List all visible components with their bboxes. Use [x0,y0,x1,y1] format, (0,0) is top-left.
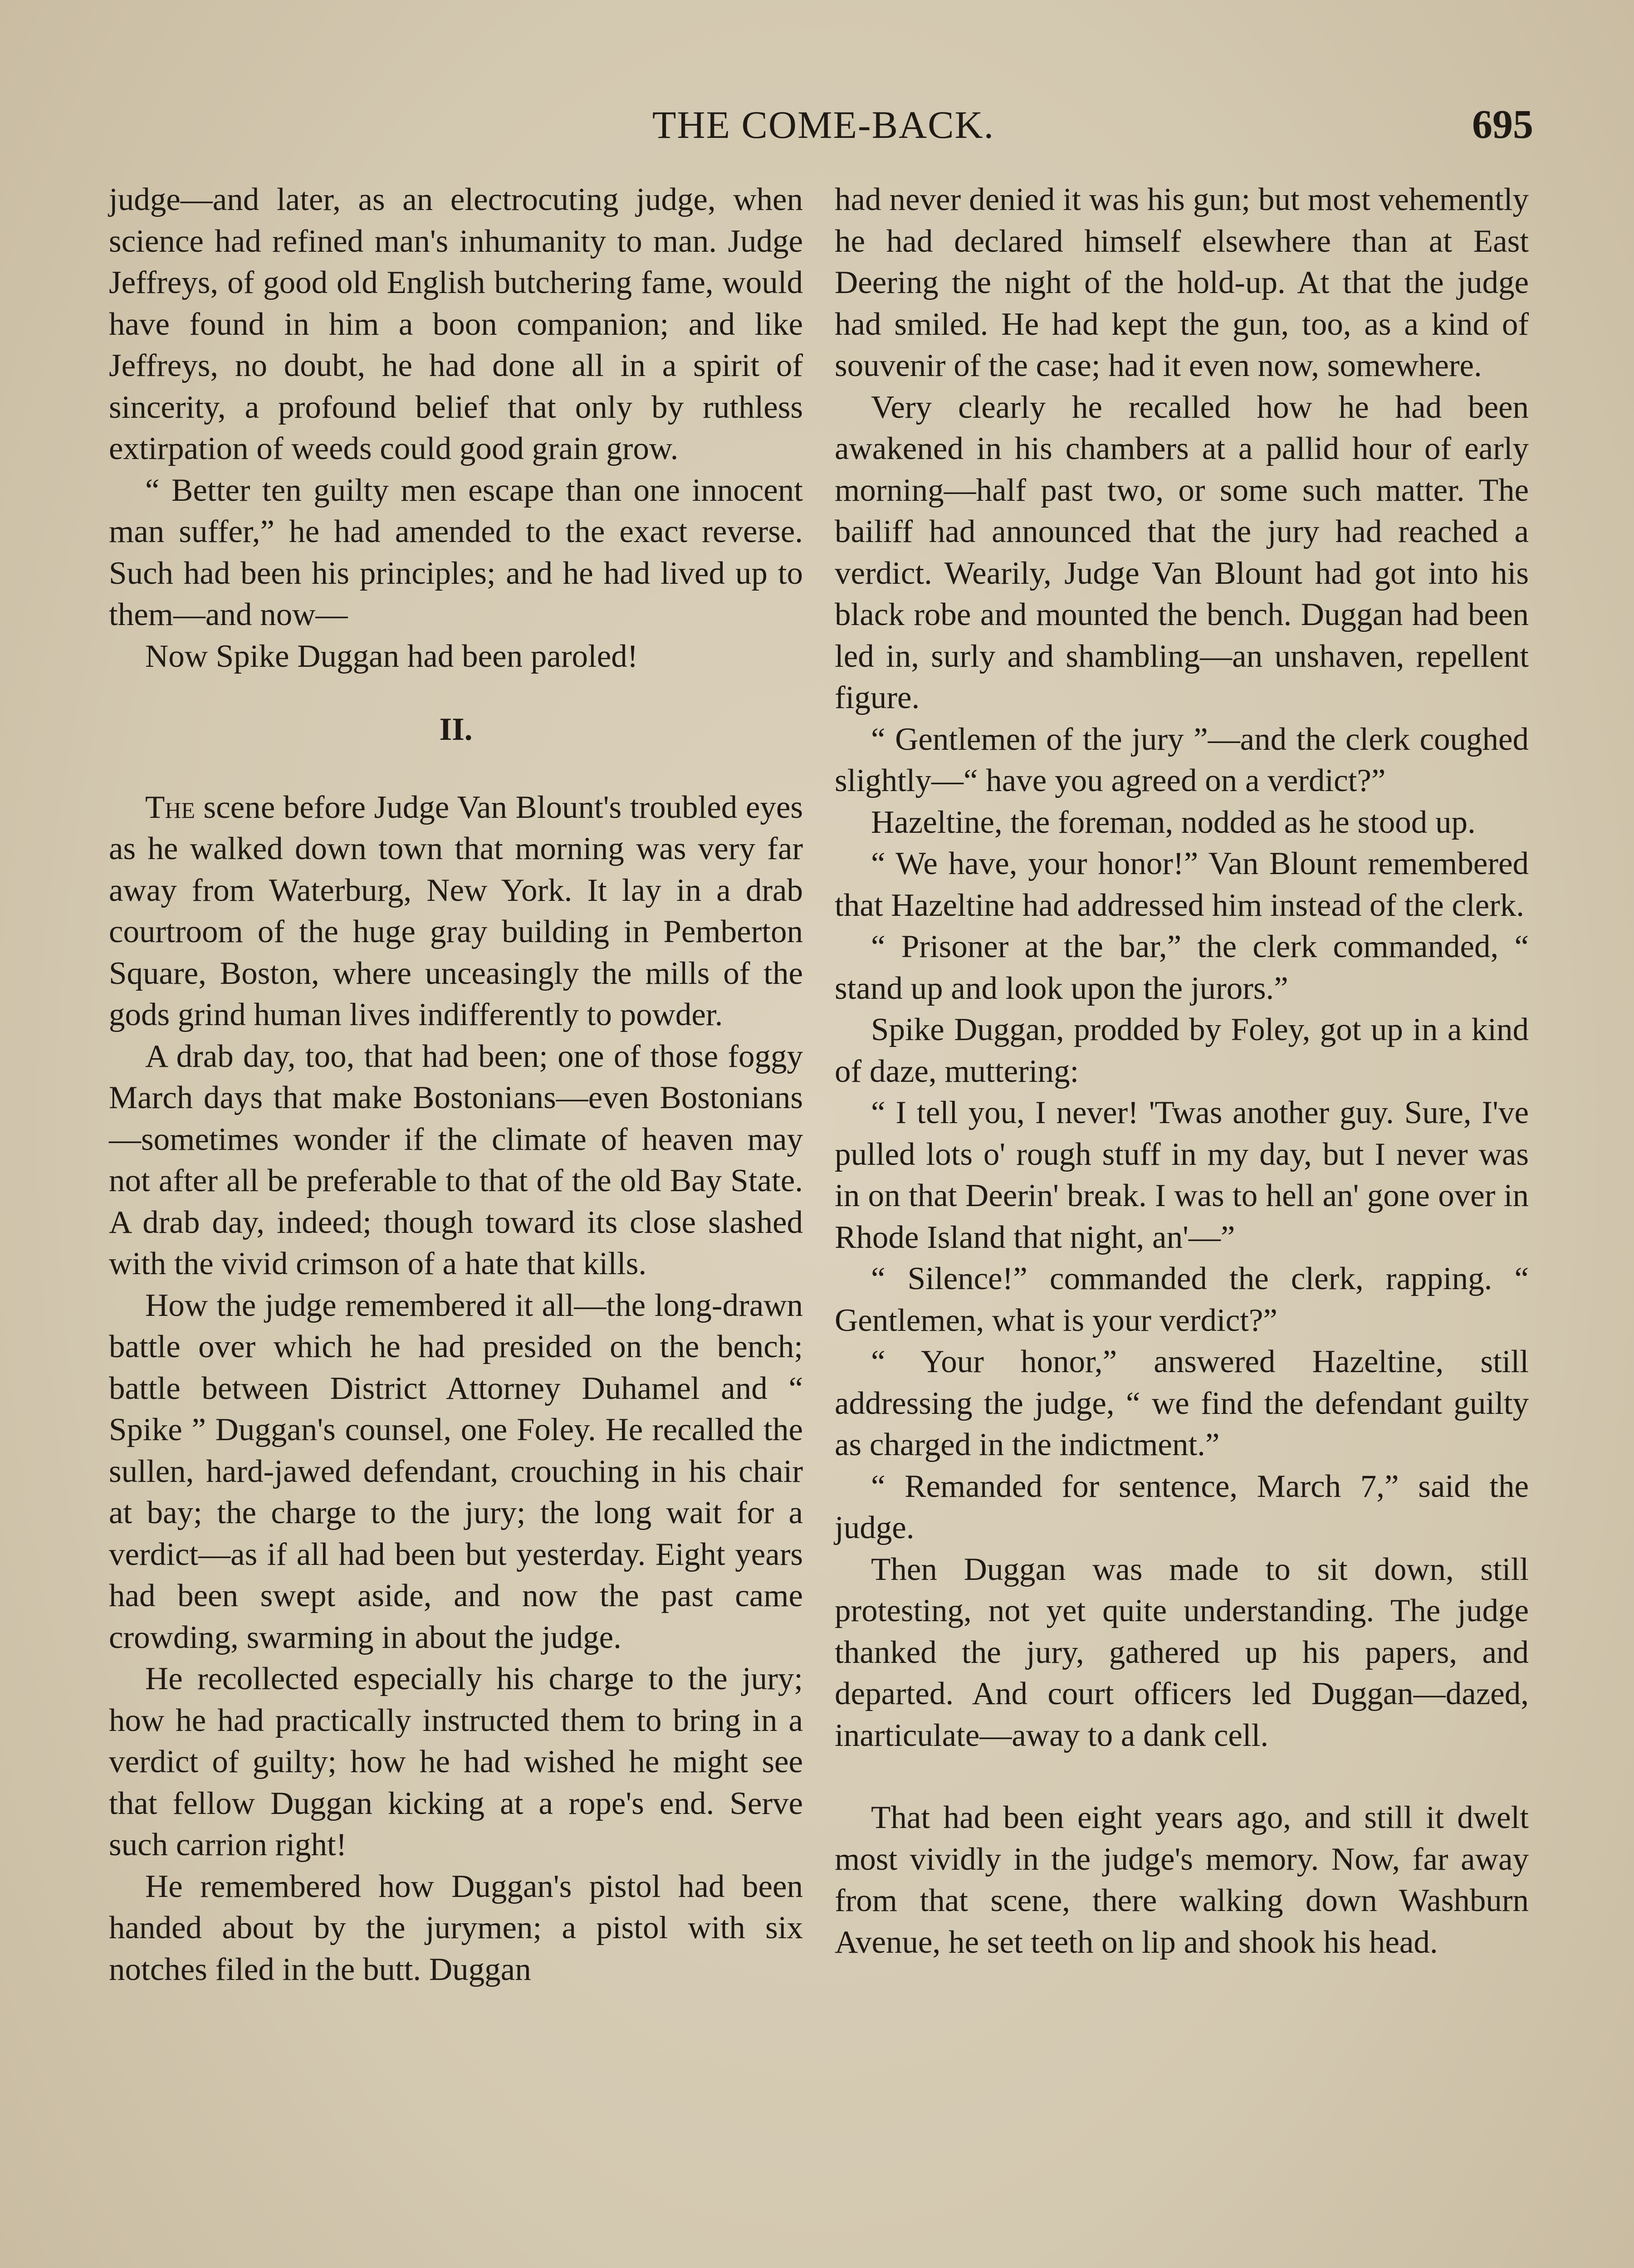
paragraph: Now Spike Duggan had been paroled! [145,638,638,674]
paragraph: “ Prisoner at the bar,” the clerk commanded, “ stand up and look upon the jurors.” [835,929,1529,1006]
paragraph: Spike Duggan, prodded by Foley, got up in a kind of daze, muttering: [835,1012,1529,1089]
paragraph: That had been eight years ago, and still it dwelt most vividly in the judge's memory. Now, far away from that scene, there walking down Washburn Avenue, he set teeth on lip and shook his head. [835,1800,1529,1960]
paragraph: “ Your honor,” answered Hazeltine, still addressing the judge, “ we find the defendant guilty as charged in the indictment.” [835,1344,1529,1462]
page-header [113,95,1533,154]
section-heading: II. [439,712,473,747]
right-column [835,179,1529,1963]
paragraph: “ I tell you, I never! 'Twas another guy. Sure, I've pulled lots o' rough stuff in my day, but I never was in on that Deerin' break. I was to hell an' gone over in Rhode Island that night, an'—” [835,1095,1529,1255]
paragraph [109,787,803,1036]
paragraph: “ Better ten guilty men escape than one innocent man suffer,” he had amended to the exact reverse. Such had been his principles; and he had lived up to them—and now— [109,472,803,632]
paragraph: He recollected especially his charge to the jury; how he had practically instructed them to bring in a verdict of guilty; how he had wished he might see that fellow Duggan kicking at a rope's end. Serve such carrion right! [109,1661,803,1862]
paragraph-text: scene before Judge Van Blount's troubled eyes as he walked down town that morning was very far away from Waterburg, New York. It lay in a drab courtroom of the huge gray building in Pemberton Square, Boston, where unceasingly the mills of the gods grind human lives indifferently to powder. [109,789,803,1032]
left-column [109,179,803,1990]
paragraph: “ Remanded for sentence, March 7,” said the judge. [835,1468,1529,1545]
paragraph: Very clearly he recalled how he had been awakened in his chambers at a pallid hour of early morning—half past two, or some such matter. The bailiff had announced that the jury had reached a verdict. Wearily, Judge Van Blount had got into his black robe and mounted the bench. Duggan had been led in, surly and shambling—an unshaven, repellent figure. [835,389,1529,715]
paragraph: “ We have, your honor!” Van Blount remembered that Hazeltine had addressed him instead of the clerk. [835,846,1529,923]
paragraph: Then Duggan was made to sit down, still protesting, not yet quite understanding. The judge thanked the jury, gathered up his papers, and departed. And court officers led Duggan—dazed, inarticulate—away to a dank cell. [835,1551,1529,1753]
paragraph: judge—and later, as an electrocuting judge, when science had refined man's inhumanity to man. Judge Jeffreys, of good old English butchering fame, would have found in him a boon companion; and like Jeffreys, no doubt, he had done all in a spirit of sincerity, a profound belief that only by ruthless extirpation of weeds could good grain grow. [109,182,803,466]
paragraph: “ Gentlemen of the jury ”—and the clerk coughed slightly—“ have you agreed on a verdict?” [835,721,1529,798]
page-number: 695 [1472,102,1533,147]
paragraph: Hazeltine, the foreman, nodded as he stood up. [871,804,1476,840]
paragraph: A drab day, too, that had been; one of those foggy March days that make Bostonians—even Bostonians—sometimes wonder if the climate of heaven may not after all be preferable to that of the old Bay State. A drab day, indeed; though toward its close slashed with the vivid crimson of a hate that kills. [109,1038,803,1281]
paragraph: had never denied it was his gun; but most vehemently he had declared himself elsewhere than at East Deering the night of the hold-up. At that the judge had smiled. He had kept the gun, too, as a kind of souvenir of the case; had it even now, somewhere. [835,182,1529,383]
paragraph: “ Silence!” commanded the clerk, rapping. “ Gentlemen, what is your verdict?” [835,1261,1529,1338]
paragraph: He remembered how Duggan's pistol had been handed about by the jurymen; a pistol with six notches filed in the butt. Duggan [109,1868,803,1987]
lead-in-word: The [145,789,196,825]
paragraph: How the judge remembered it all—the long-drawn battle over which he had presided on the bench; battle between District Attorney Duhamel and “ Spike ” Duggan's counsel, one Foley. He recalled the sullen, hard-jawed defendant, crouching in his chair at bay; the charge to the jury; the long wait for a verdict—as if all had been but yesterday. Eight years had been swept aside, and now the past came crowding, swarming in about the judge. [109,1287,803,1655]
running-head: THE COME-BACK. [652,103,995,147]
